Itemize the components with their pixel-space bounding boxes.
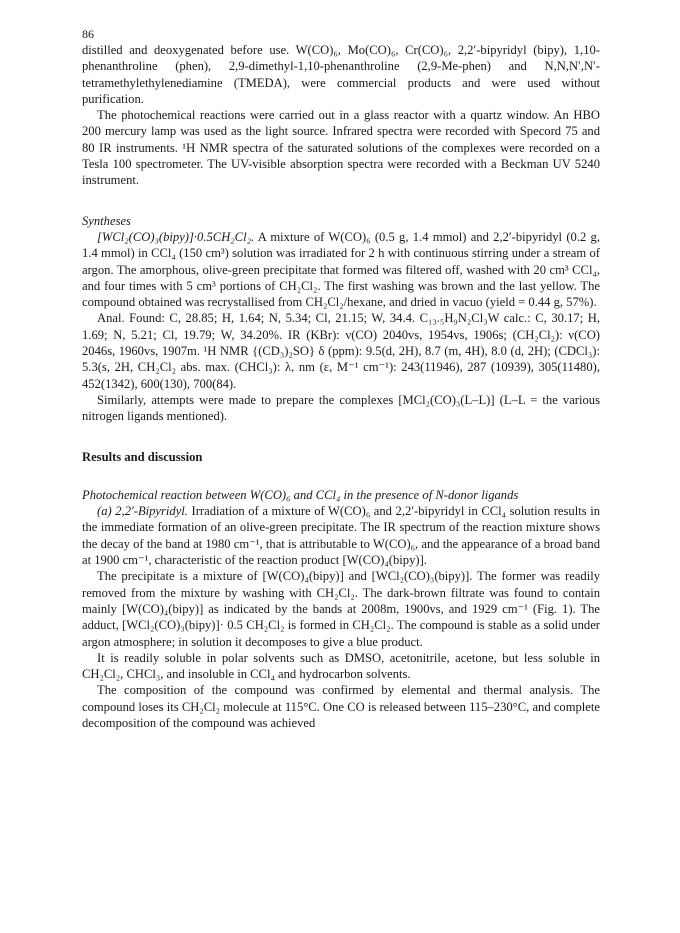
syntheses-heading: Syntheses: [82, 213, 131, 228]
paragraph-analysis: Anal. Found: C, 28.85; H, 1.64; N, 5.34; Cl, 21.15; W, 34.4. C₁₃.₅H₉N₂Cl₃W calc.: C, 30.17; H, 1.69; N, 5.21; Cl, 19.79; W, 34.20%. IR (KBr): ν(CO) 2040vs, 1954vs, 1906s; (CH₂Cl₂): ν(CO) 2046s, 1960vs, 1907m. ¹H NMR {(CD₃)₂SO} δ (ppm): 9.5(d, 2H), 8.7 (m, 4H), 8.0 (d, 2H); (CDCl₃): 5.3(s, 2H, CH₂Cl₂ abs. max. (CHCl₃): λ, nm (ε, M⁻¹ cm⁻¹): 243(11946), 287 (10939), 305(11480), 452(1342), 600(130), 700(84).: [82, 311, 600, 391]
page-number: 86: [82, 27, 94, 41]
paragraph-solubility: It is readily soluble in polar solvents such as DMSO, acetonitrile, acetone, but less soluble in CH₂Cl₂, CHCl₃, and insoluble in CCl₄ and hydrocarbon solvents.: [82, 650, 600, 682]
paragraph-photochemical-setup: The photochemical reactions were carried out in a glass reactor with a quartz window. An HBO 200 mercury lamp was used as the light source. Infrared spectra were recorded with Specord 75 and 80 IR instruments. ¹H NMR spectra of the saturated solutions of the complexes were recorded on a Tesla 100 spectrometer. The UV-visible absorption spectra were recorded with a Beckman UV 5240 instrument.: [82, 108, 600, 188]
synthesis-compound-title: [WCl₂(CO)₃(bipy)]·0.5CH₂Cl₂.: [97, 229, 255, 244]
bipyridyl-subheading: (a) 2,2′-Bipyridyl.: [97, 504, 188, 519]
synthesis-body: A mixture of W(CO)₆ (0.5 g, 1.4 mmol) and 2,2′-bipyridyl (0.2 g, 1.4 mmol) in CCl₄ (150 cm³) solution was irradiated for 2 h with continuous stirring under a stream of argon. The amorphous, olive-green precipitate that formed was filtered off, washed with 20 cm³ CCl₄, and four times with 5 cm³ portions of CH₂Cl₂. The first washing was brown and the last yellow. The compound obtained was recrystallised from CH₂Cl₂/hexane, and dried in vacuo (yield = 0.44 g, 57%).: [82, 229, 600, 310]
paragraph-bipyridyl: [82, 503, 600, 568]
bipyridyl-body: Irradiation of a mixture of W(CO)₆ and 2,2′-bipyridyl in CCl₄ solution results in the immediate formation of an olive-green precipitate. The IR spectrum of the reaction mixture shows the decay of the band at 1980 cm⁻¹, that is attributable to W(CO)₆, and the appearance of a broad band at 1900 cm⁻¹, characteristic of the reaction product [W(CO)₄(bipy)].: [82, 504, 600, 568]
paragraph-intro: distilled and deoxygenated before use. W(CO)₆, Mo(CO)₆, Cr(CO)₆, 2,2′-bipyridyl (bipy), 1,10-phenanthroline (phen), 2,9-dimethyl-1,10-phenanthroline (2,9-Me-phen) and N,N,N′,N′-tetramethylethylenediamine (TMEDA), were commercial products and were used without purification.: [82, 43, 600, 106]
paragraph-composition: The composition of the compound was confirmed by elemental and thermal analysis. The compound loses its CH₂Cl₂ molecule at 115°C. One CO is released between 115–230°C, and complete decomposition of the compound was achieved: [82, 683, 600, 730]
paragraph-synthesis: [82, 229, 600, 310]
paragraph-precipitate: The precipitate is a mixture of [W(CO)₄(bipy)] and [WCl₂(CO)₃(bipy)]. The former was readily removed from the mixture by washing with CH₂Cl₂. The dark-brown filtrate was found to contain mainly [W(CO)₄(bipy)] as indicated by the bands at 2008m, 1900vs, and 1929 cm⁻¹ (Fig. 1). The adduct, [WCl₂(CO)₃(bipy)]· 0.5 CH₂Cl₂ is formed in CH₂Cl₂. The compound is stable as a solid under argon atmosphere; in solution it decomposes to give a blue product.: [82, 569, 600, 649]
document-body: [82, 42, 600, 731]
results-heading: Results and discussion: [82, 449, 203, 464]
paragraph-similarly: Similarly, attempts were made to prepare the complexes [MCl₂(CO)₃(L–L)] (L–L = the various nitrogen ligands mentioned).: [82, 392, 600, 424]
photochemical-reaction-heading: Photochemical reaction between W(CO)₆ and CCl₄ in the presence of N-donor ligands: [82, 487, 519, 502]
